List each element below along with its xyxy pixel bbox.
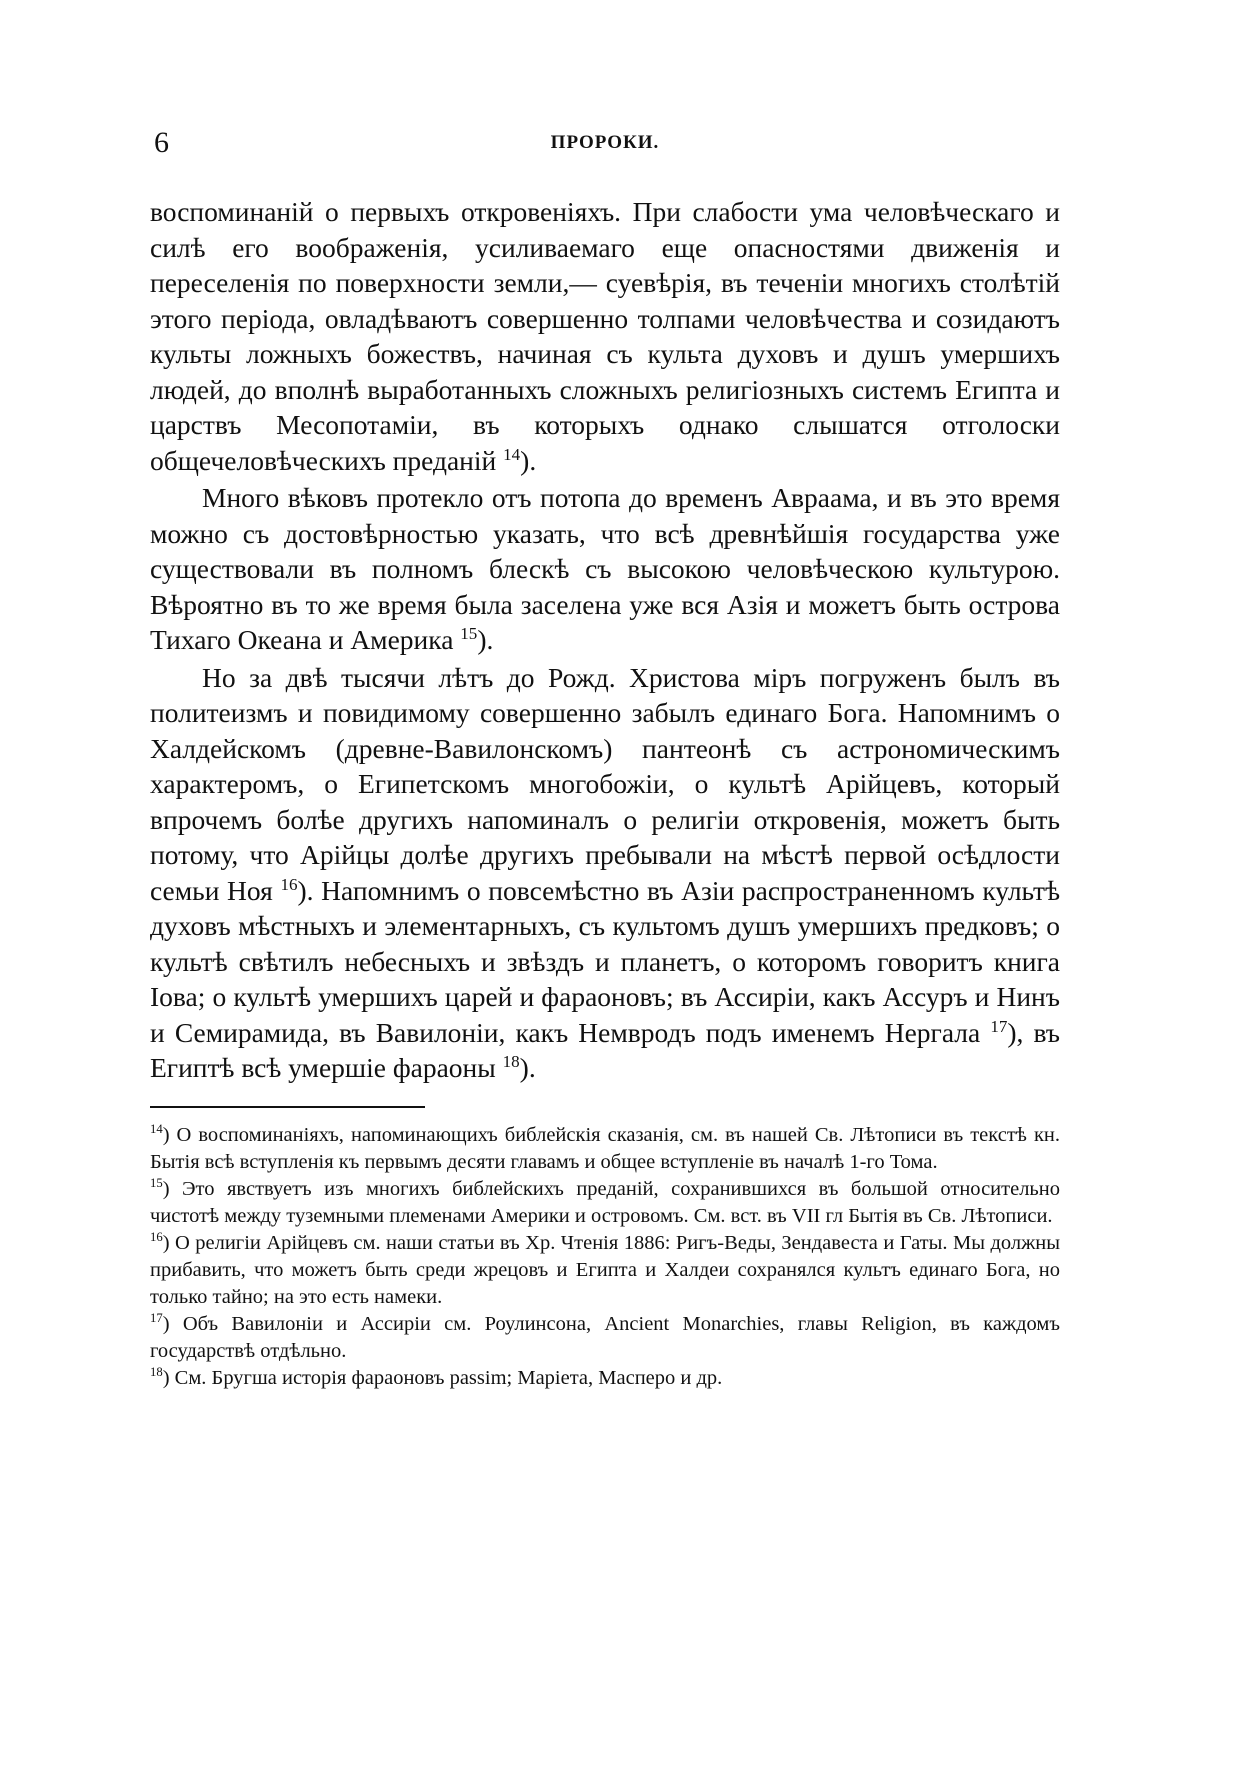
footnote-14 <box>150 1122 1060 1176</box>
page-header <box>150 122 1060 162</box>
paragraph-3-text-b: ). Напомнимъ о повсемѣстно въ Азіи распространенномъ культѣ духовъ мѣстныхъ и элементарныхъ, съ культомъ душъ умершихъ предковъ; о культѣ свѣтилъ небесныхъ и звѣздъ и планетъ, о которомъ говоритъ книга Іова; о культѣ умершихъ царей и фараоновъ; въ Ассиріи, какъ Ассуръ и Нинъ и Семирамида, въ Вавилоніи, какъ Немвродъ подъ именемъ Нергала <box>150 874 1061 1048</box>
paragraph-2-tail: ). <box>477 624 494 655</box>
footnote-number: 15 <box>150 1175 163 1190</box>
main-text <box>150 194 1060 1086</box>
footnote-number: 17 <box>150 1310 163 1325</box>
footnote-number: 14 <box>150 1121 163 1136</box>
footnote-number: 18 <box>150 1364 163 1379</box>
paragraph-3 <box>150 660 1060 1086</box>
paragraph-2-text: Много вѣковъ протекло отъ потопа до временъ Авраама, и въ это время можно съ достовѣрностью указать, что всѣ древнѣйшія государства уже существовали въ полномъ блескѣ съ высокою человѣческою культурою. Вѣроятно въ то же время была заселена уже вся Азія и можетъ быть острова Тихаго Океана и Америка <box>150 482 1060 655</box>
footnote-18 <box>150 1365 1060 1392</box>
paragraph-3-text-c: ), въ Египтѣ всѣ умершіе фараоны <box>150 1016 1060 1083</box>
footnote-15 <box>150 1176 1060 1230</box>
footnotes <box>150 1122 1060 1392</box>
paragraph-3-text-a: Но за двѣ тысячи лѣтъ до Рожд. Христова міръ погруженъ былъ въ политеизмъ и повидимому совершенно забылъ единаго Бога. Напомнимъ о Халдейскомъ (древне-Вавилонскомъ) пантеонѣ съ астрономическимъ характеромъ, о Египетскомъ многобожіи, о культѣ Арійцевъ, который впрочемъ болѣе другихъ напоминалъ о религіи откровенія, можетъ быть потому, что Арійцы долѣе другихъ пребывали на мѣстѣ первой осѣдлости семьи Ноя <box>150 661 1060 906</box>
footnote-ref-15: 15 <box>460 623 478 643</box>
footnote-text: ) Это явствуетъ изъ многихъ библейскихъ преданій, сохранившихся въ большой относительно чистотѣ между туземными племенами Америки и островомъ. См. вст. въ VII гл Бытія въ Св. Лѣтописи. <box>150 1177 1060 1227</box>
footnote-text: ) Объ Вавилоніи и Ассиріи см. Роулинсона, Ancient Monarchies, главы Religion, въ каждомъ государствѣ отдѣльно. <box>150 1312 1060 1362</box>
paragraph-1-tail: ). <box>520 444 537 476</box>
footnote-ref-18: 18 <box>502 1051 520 1071</box>
paragraph-1 <box>150 194 1060 478</box>
page-number: 6 <box>154 126 169 159</box>
footnote-text: ) О религіи Арійцевъ см. наши статьи въ Хр. Чтенія 1886: Ригъ-Веды, Зендавеста и Гаты. Мы должны прибавить, что можетъ быть среди жрецовъ и Египта и Халдеи сохранялся культъ единаго Бога, но только тайно; на это есть намеки. <box>150 1231 1060 1308</box>
paragraph-2 <box>150 480 1060 658</box>
footnote-ref-17: 17 <box>990 1016 1008 1036</box>
footnote-ref-14: 14 <box>503 444 521 464</box>
paragraph-3-tail: ). <box>519 1052 536 1083</box>
footnote-16 <box>150 1230 1060 1311</box>
footnote-text: ) См. Бругша исторія фараоновъ passim; Маріета, Масперо и др. <box>162 1366 723 1389</box>
running-title: ПРОРОКИ. <box>550 132 660 153</box>
footnote-text: ) О воспоминаніяхъ, напоминающихъ библейскія сказанія, см. въ нашей Св. Лѣтописи въ текстѣ кн. Бытія всѣ вступленія къ первымъ десяти главамъ и общее вступленіе въ началѣ 1-го Тома. <box>150 1123 1060 1173</box>
footnote-number: 16 <box>150 1229 163 1244</box>
footnote-divider <box>150 1106 425 1108</box>
paragraph-1-text: воспоминаній о первыхъ откровеніяхъ. При слабости ума человѣческаго и силѣ его воображенія, усиливаемаго еще опасностями движенія и переселенія по поверхности земли,— суевѣрія, въ теченіи многихъ столѣтій этого періода, овладѣваютъ совершенно толпами человѣчества и созидаютъ культы ложныхъ божествъ, начиная съ культа духовъ и душъ умершихъ людей, до вполнѣ выработанныхъ сложныхъ религіозныхъ системъ Египта и царствъ Месопотаміи, въ которыхъ однако слышатся отголоски общечеловѣческихъ преданій <box>150 196 1060 476</box>
book-page <box>150 122 1060 1392</box>
footnote-ref-16: 16 <box>280 874 298 894</box>
footnote-17 <box>150 1311 1060 1365</box>
